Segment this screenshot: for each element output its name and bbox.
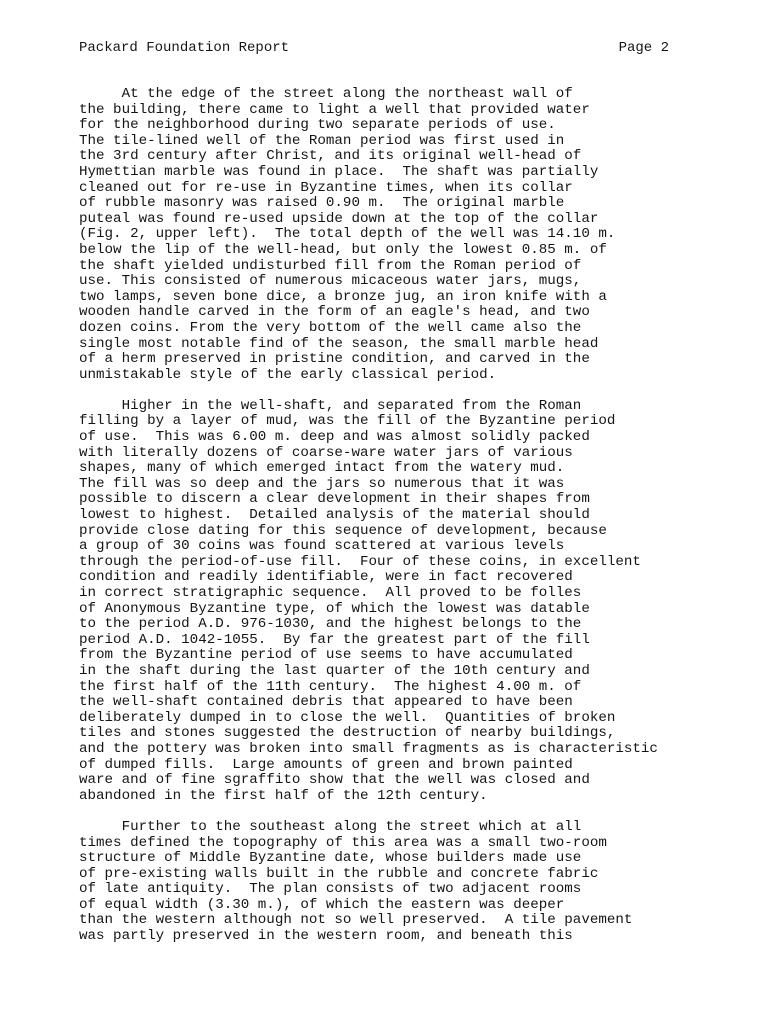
page-number: Page 2: [618, 40, 669, 56]
text-line: possible to discern a clear development in their shapes from: [79, 491, 590, 508]
text-line: lowest to highest. Detailed analysis of the material should: [79, 507, 590, 524]
text-line: the 3rd century after Christ, and its original well-head of: [79, 148, 582, 165]
text-line: use. This consisted of numerous micaceous water jars, mugs,: [79, 273, 582, 290]
text-line: tiles and stones suggested the destruction of nearby buildings,: [79, 725, 616, 742]
text-line: the building, there came to light a well that provided water: [79, 101, 590, 118]
text-line: structure of Middle Byzantine date, whose builders made use: [79, 850, 582, 867]
text-line: in correct stratigraphic sequence. All proved to be folles: [79, 585, 582, 601]
text-line: with literally dozens of coarse-ware water jars of various: [79, 444, 573, 461]
text-line: of a herm preserved in pristine condition, and carved in the: [79, 351, 590, 368]
text-line: of use. This was 6.00 m. deep and was almost solidly packed: [79, 429, 590, 446]
text-line: (Fig. 2, upper left). The total depth of the well was 14.10 m.: [79, 226, 616, 243]
text-line: the well-shaft contained debris that appeared to have been: [79, 694, 573, 711]
text-line: puteal was found re-used upside down at the top of the collar: [79, 210, 599, 227]
text-line: ware and of fine sgraffito show that the well was closed and: [79, 772, 590, 789]
text-line: for the neighborhood during two separate periods of use.: [79, 117, 556, 134]
text-line: was partly preserved in the western room, and beneath this: [79, 928, 573, 945]
text-line: to the period A.D. 976-1030, and the highest belongs to the: [79, 616, 582, 633]
text-line: abandoned in the first half of the 12th century.: [79, 787, 488, 804]
text-line: of pre-existing walls built in the rubble and concrete fabric: [79, 865, 599, 882]
text-line: times defined the topography of this area was a small two-room: [79, 834, 607, 851]
text-line: Further to the southeast along the street which at all: [79, 818, 582, 835]
text-line: At the edge of the street along the northeast wall of: [79, 86, 573, 102]
text-line: deliberately dumped in to close the well. Quantities of broken: [79, 709, 616, 726]
text-line: Hymettian marble was found in place. The shaft was partially: [79, 163, 599, 180]
text-line: of late antiquity. The plan consists of two adjacent rooms: [79, 881, 582, 898]
paragraph-3: [79, 820, 759, 945]
text-line: from the Byzantine period of use seems to have accumulated: [79, 647, 573, 664]
text-line: wooden handle carved in the form of an eagle's head, and two: [79, 304, 590, 321]
text-line: the first half of the 11th century. The highest 4.00 m. of: [79, 678, 582, 695]
paragraph-2: [79, 399, 759, 804]
text-line: through the period-of-use fill. Four of these coins, in excellent: [79, 553, 641, 570]
text-line: period A.D. 1042-1055. By far the greatest part of the fill: [79, 631, 590, 648]
text-line: unmistakable style of the early classical period.: [79, 366, 497, 383]
text-line: provide close dating for this sequence of development, because: [79, 522, 607, 539]
text-line: The fill was so deep and the jars so numerous that it was: [79, 475, 565, 492]
paragraph-1: [79, 87, 759, 383]
text-line: of equal width (3.30 m.), of which the eastern was deeper: [79, 896, 565, 913]
text-line: of dumped fills. Large amounts of green and brown painted: [79, 756, 573, 773]
report-body: [79, 87, 759, 945]
text-line: dozen coins. From the very bottom of the well came also the: [79, 319, 582, 336]
text-line: than the western although not so well preserved. A tile pavement: [79, 912, 633, 929]
text-line: The tile-lined well of the Roman period was first used in: [79, 132, 565, 149]
report-title: Packard Foundation Report: [79, 40, 290, 56]
text-line: condition and readily identifiable, were in fact recovered: [79, 569, 573, 586]
text-line: filling by a layer of mud, was the fill of the Byzantine period: [79, 413, 616, 430]
text-line: single most notable find of the season, the small marble head: [79, 335, 599, 352]
text-line: a group of 30 coins was found scattered at various levels: [79, 538, 565, 555]
page-header: [79, 38, 669, 58]
text-line: Higher in the well-shaft, and separated from the Roman: [79, 397, 582, 414]
text-line: of rubble masonry was raised 0.90 m. The original marble: [79, 195, 565, 212]
text-line: in the shaft during the last quarter of the 10th century and: [79, 662, 590, 679]
text-line: of Anonymous Byzantine type, of which the lowest was datable: [79, 600, 590, 617]
text-line: cleaned out for re-use in Byzantine times, when its collar: [79, 179, 573, 196]
text-line: below the lip of the well-head, but only the lowest 0.85 m. of: [79, 241, 607, 258]
text-line: and the pottery was broken into small fragments as is characteristic: [79, 740, 658, 757]
text-line: shapes, many of which emerged intact from the watery mud.: [79, 460, 565, 477]
text-line: the shaft yielded undisturbed fill from the Roman period of: [79, 257, 582, 274]
text-line: two lamps, seven bone dice, a bronze jug, an iron knife with a: [79, 288, 607, 305]
